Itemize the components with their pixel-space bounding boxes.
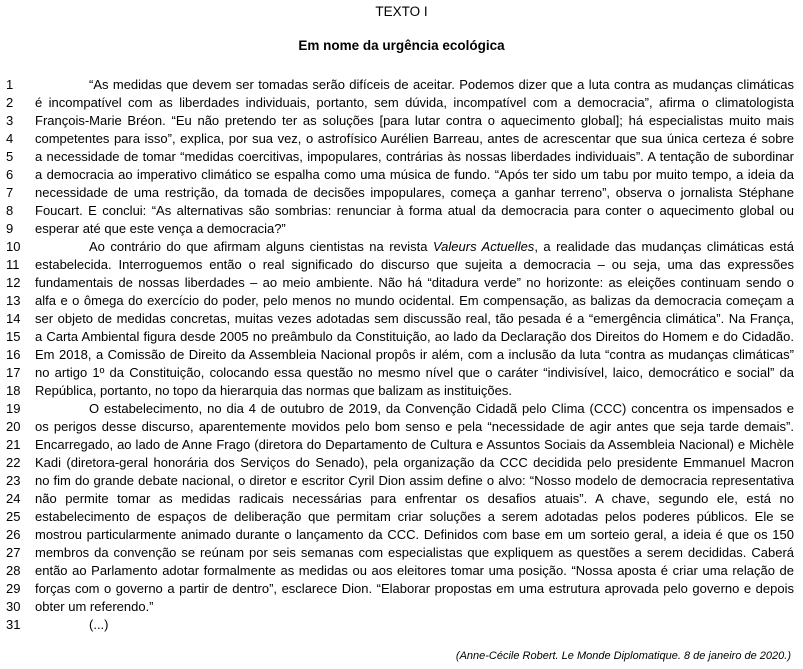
source-citation: (Anne-Cécile Robert. Le Monde Diplomatique. 8 de janeiro de 2020.) — [455, 650, 791, 662]
text-line — [0, 112, 803, 130]
line-number: 8 — [6, 203, 14, 218]
text-line — [0, 544, 803, 562]
line-text: República, portanto, no topo da hierarquia das normas que balizam as instituições. — [35, 383, 512, 398]
line-number: 25 — [6, 509, 21, 524]
line-number: 12 — [6, 275, 21, 290]
text-line — [0, 292, 803, 310]
line-text: fundamentais de nossas liberdades – ao meio ambiente. Não há “ditadura verde” no horizonte: as eleições continuam sendo o — [35, 275, 794, 290]
line-number: 2 — [6, 95, 14, 110]
line-text: os perigos desse discurso, aparentemente movidos pelo bom senso e pela “necessidade de agir antes que seja tarde demais”. — [35, 419, 794, 434]
text-line — [0, 580, 803, 598]
line-text: Kadi (diretora-geral honorária dos Serviços do Senado), pela organização da CCC decidida pelo presidente Emmanuel Macron — [35, 455, 794, 470]
text-line — [0, 418, 803, 436]
line-number: 15 — [6, 329, 21, 344]
line-text: François-Marie Bréon. “Eu não pretendo ter as soluções [para lutar contra o aquecimento global]; há especialistas muito mais — [35, 113, 794, 128]
line-text: a necessidade de tomar “medidas coercitivas, impopulares, contrárias às nossas liberdades individuais”. A tentação de subordinar — [35, 149, 794, 164]
line-number: 13 — [6, 293, 21, 308]
line-text: necessidade de uma restrição, da tomada de decisões impopulares, começa a ganhar terreno”, observa o jornalista Stéphane — [35, 185, 794, 200]
text-line — [0, 274, 803, 292]
line-number: 1 — [6, 77, 14, 92]
line-number: 26 — [6, 527, 21, 542]
line-number: 28 — [6, 563, 21, 578]
line-text: (...) — [89, 617, 109, 632]
text-line — [0, 508, 803, 526]
text-line — [0, 328, 803, 346]
text-line — [0, 220, 803, 238]
text-line — [0, 364, 803, 382]
text-line — [0, 148, 803, 166]
line-number: 20 — [6, 419, 21, 434]
text-line — [0, 454, 803, 472]
line-number: 18 — [6, 383, 21, 398]
text-line — [0, 472, 803, 490]
line-text: a Carta Ambiental figura desde 2005 no preâmbulo da Constituição, ao lado da Declaração dos Direitos do Homem e do Cidadão. — [35, 329, 794, 344]
line-text: alfa e o ômega do exercício do poder, pelo menos no mundo ocidental. Em compensação, as balizas da democracia começam a — [35, 293, 794, 308]
text-line — [0, 202, 803, 220]
line-text: Encarregado, ao lado de Anne Frago (diretora do Departamento de Cultura e Assuntos Sociais da Assembleia Nacional) e Michèle — [35, 437, 794, 452]
text-line — [0, 598, 803, 616]
line-text: forças com o governo a partir de dentro”, esclarece Dion. “Elaborar propostas em uma estrutura aprovada pelo governo e depois — [35, 581, 794, 596]
text-line — [0, 490, 803, 508]
line-number: 27 — [6, 545, 21, 560]
line-text: então ao Parlamento adotar formalmente as medidas ou aos eleitores tomar uma posição. “Nossa aposta é criar uma relação de — [35, 563, 794, 578]
line-number: 23 — [6, 473, 21, 488]
text-label: TEXTO I — [375, 4, 428, 19]
line-number: 31 — [6, 617, 21, 632]
line-text: é incompatível com as liberdades individuais, portanto, sem dúvida, incompatível com a democracia”, afirma o climatologista — [35, 95, 794, 110]
text-line — [0, 562, 803, 580]
line-text: no fim do grande debate nacional, o diretor e escritor Cyril Dion assim define o alvo: “Nosso modelo de democracia representativa — [35, 473, 794, 488]
line-text: estabelecida. Interroguemos então o real significado do discurso que sujeita a democracia – ou seja, uma das expressões — [35, 257, 794, 272]
text-line — [0, 382, 803, 400]
line-number: 19 — [6, 401, 21, 416]
line-number: 16 — [6, 347, 21, 362]
line-number: 24 — [6, 491, 21, 506]
line-number: 7 — [6, 185, 14, 200]
line-text: mostrou particularmente animado durante o lançamento da CCC. Definidos com base em um sorteio geral, a ideia é que os 150 — [35, 527, 794, 542]
line-text: estabelecimento de espaços de deliberação que permitam criar soluções a serem adotadas pelos poderes públicos. Ele se — [35, 509, 794, 524]
line-number: 3 — [6, 113, 14, 128]
line-number: 22 — [6, 455, 21, 470]
line-text: Em 2018, a Comissão de Direito da Assembleia Nacional propôs ir além, com a inclusão da luta “contra as mudanças climáticas” — [35, 347, 794, 362]
line-number: 17 — [6, 365, 21, 380]
line-number: 9 — [6, 221, 14, 236]
line-text: obter um referendo.” — [35, 599, 154, 614]
line-number: 5 — [6, 149, 14, 164]
text-line — [0, 166, 803, 184]
text-line — [0, 184, 803, 202]
line-text: a democracia ao imperativo climático se espalha como uma música de fundo. “Após ter sido um tabu por muito tempo, a ideia da — [35, 167, 794, 182]
line-text: ser objeto de medidas concretas, muitas vezes adotadas sem discussão real, tão pesada é a “emergência climática”. Na França, — [35, 311, 794, 326]
line-number: 4 — [6, 131, 14, 146]
text-line — [0, 616, 803, 634]
article-body — [0, 76, 803, 634]
line-number: 11 — [6, 257, 20, 272]
line-number: 21 — [6, 437, 21, 452]
line-number: 10 — [6, 239, 21, 254]
text-line — [0, 256, 803, 274]
line-number: 29 — [6, 581, 21, 596]
text-line — [0, 238, 803, 256]
line-text: Foucart. E conclui: “As alternativas são sombrias: renunciar à forma atual da democracia para conter o aquecimento global ou — [35, 203, 794, 218]
line-text: competentes para isso”, explica, por sua vez, o astrofísico Aurélien Barreau, antes de acrescentar que sua única certeza é sobre — [35, 131, 794, 146]
line-text: membros da convenção se reúnam por seis semanas com especialistas que expliquem as questões a serem decididas. Caberá — [35, 545, 794, 560]
line-text: esperar até que este vença a democracia?” — [35, 221, 286, 236]
text-line — [0, 526, 803, 544]
text-line — [0, 436, 803, 454]
text-line — [0, 346, 803, 364]
line-text: Ao contrário do que afirmam alguns cientistas na revista Valeurs Actuelles, a realidade das mudanças climáticas está — [89, 239, 794, 254]
text-line — [0, 130, 803, 148]
line-text: no artigo 1º da Constituição, colocando essa questão no mesmo nível que o caráter “indivisível, laico, democrático e social” da — [35, 365, 794, 380]
text-line — [0, 310, 803, 328]
line-number: 14 — [6, 311, 21, 326]
line-number: 6 — [6, 167, 14, 182]
text-line — [0, 400, 803, 418]
line-text: O estabelecimento, no dia 4 de outubro de 2019, da Convenção Cidadã pelo Clima (CCC) concentra os impensados e — [89, 401, 794, 416]
line-number: 30 — [6, 599, 21, 614]
text-line — [0, 94, 803, 112]
text-line — [0, 76, 803, 94]
article-title: Em nome da urgência ecológica — [298, 38, 505, 53]
line-text: “As medidas que devem ser tomadas serão difíceis de aceitar. Podemos dizer que a luta contra as mudanças climáticas — [89, 77, 794, 92]
line-text: não permite tomar as medidas radicais necessárias para enfrentar os desafios atuais”. A chave, segundo ele, está no — [35, 491, 794, 506]
